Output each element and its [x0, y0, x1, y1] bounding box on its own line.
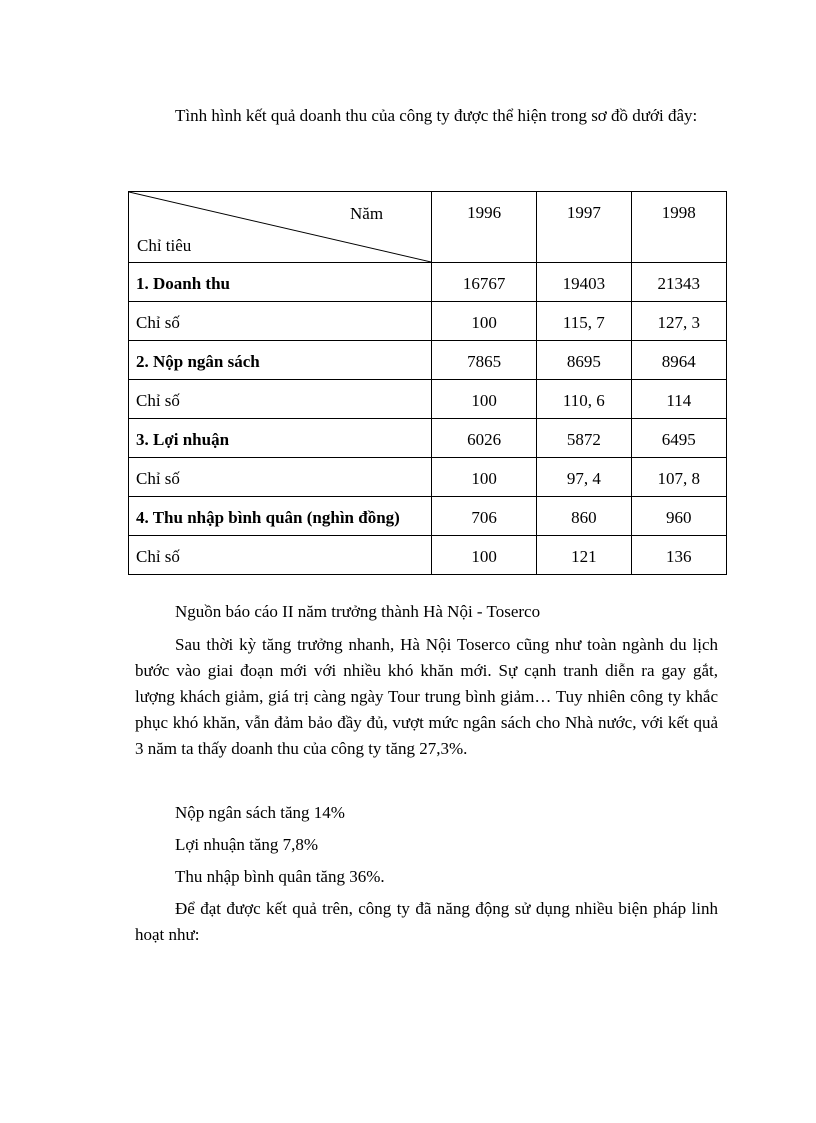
row-label: 3. Lợi nhuận — [129, 419, 432, 458]
header-year-label: Năm — [350, 204, 384, 223]
table-cell: 114 — [631, 380, 726, 419]
table-row — [129, 419, 727, 458]
table-cell: 21343 — [631, 263, 726, 302]
results-table — [128, 191, 727, 575]
row-label: Chỉ số — [129, 536, 432, 575]
table-cell: 100 — [432, 458, 537, 497]
row-label: 4. Thu nhập bình quân (nghìn đồng) — [129, 497, 432, 536]
table-cell: 8964 — [631, 341, 726, 380]
table-cell: 107, 8 — [631, 458, 726, 497]
table-cell: 100 — [432, 380, 537, 419]
result-line-income: Thu nhập bình quân tăng 36%. — [175, 867, 385, 886]
row-label: 2. Nộp ngân sách — [129, 341, 432, 380]
header-year-1996: 1996 — [432, 192, 537, 263]
table-header-row — [129, 192, 727, 263]
intro-text: Tình hình kết quả doanh thu của công ty được thể hiện trong sơ đồ dưới đây: — [175, 106, 698, 125]
table-cell: 19403 — [537, 263, 631, 302]
conclusion-paragraph — [135, 896, 718, 948]
table-row — [129, 341, 727, 380]
conclusion-text: Để đạt được kết quả trên, công ty đã năng động sử dụng nhiều biện pháp linh hoạt như: — [135, 899, 718, 944]
result-line-profit: Lợi nhuận tăng 7,8% — [175, 835, 319, 854]
diagonal-header-cell — [129, 192, 432, 263]
table-cell: 960 — [631, 497, 726, 536]
table-cell: 100 — [432, 302, 537, 341]
table-row — [129, 263, 727, 302]
table-cell: 7865 — [432, 341, 537, 380]
row-label: 1. Doanh thu — [129, 263, 432, 302]
table-cell: 6026 — [432, 419, 537, 458]
source-note: Nguồn báo cáo II năm trưởng thành Hà Nội - Toserco — [175, 602, 541, 621]
table-cell: 136 — [631, 536, 726, 575]
body-paragraph-text: Sau thời kỳ tăng trưởng nhanh, Hà Nội Toserco cũng như toàn ngành du lịch bước vào giai đoạn mới với nhiều khó khăn mới. Sự cạnh tranh diễn ra gay gắt, lượng khách giảm, giá trị càng ngày Tour trung bình giảm… Tuy nhiên công ty khắc phục khó khăn, vẫn đảm bảo đầy đủ, vượt mức ngân sách cho Nhà nước, với kết quả 3 năm ta thấy doanh thu của công ty tăng 27,3%. — [135, 635, 718, 758]
intro-paragraph — [135, 103, 718, 129]
table-row — [129, 380, 727, 419]
body-paragraph — [135, 632, 718, 762]
row-label: Chỉ số — [129, 302, 432, 341]
table-cell: 5872 — [537, 419, 631, 458]
table-cell: 8695 — [537, 341, 631, 380]
table-row — [129, 458, 727, 497]
table-cell: 16767 — [432, 263, 537, 302]
table-cell: 127, 3 — [631, 302, 726, 341]
header-indicator-label: Chỉ tiêu — [137, 236, 192, 255]
header-year-1997: 1997 — [537, 192, 631, 263]
result-line-budget: Nộp ngân sách tăng 14% — [175, 803, 345, 822]
table-cell: 860 — [537, 497, 631, 536]
table-cell: 115, 7 — [537, 302, 631, 341]
table-cell: 121 — [537, 536, 631, 575]
table-cell: 97, 4 — [537, 458, 631, 497]
table-cell: 100 — [432, 536, 537, 575]
table-cell: 6495 — [631, 419, 726, 458]
table-row — [129, 536, 727, 575]
header-year-1998: 1998 — [631, 192, 726, 263]
table-cell: 110, 6 — [537, 380, 631, 419]
table-cell: 706 — [432, 497, 537, 536]
row-label: Chỉ số — [129, 458, 432, 497]
table-row — [129, 302, 727, 341]
table-row — [129, 497, 727, 536]
row-label: Chỉ số — [129, 380, 432, 419]
